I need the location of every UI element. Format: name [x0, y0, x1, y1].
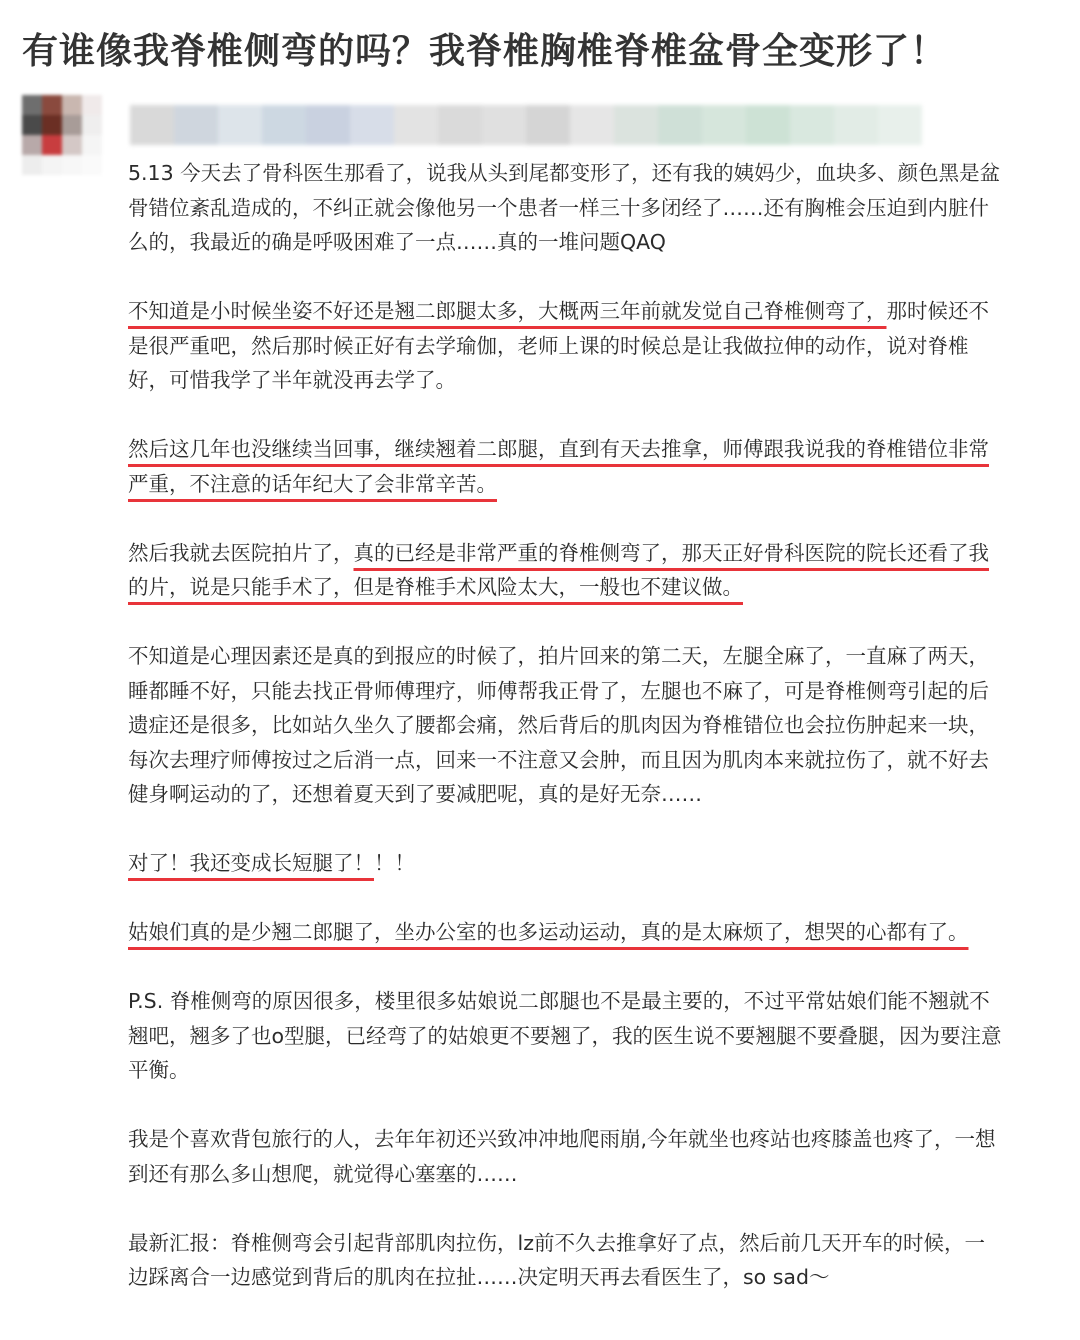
highlighted-text: 真的已经是非常严重的脊椎侧弯了，那天正好骨科医院的院长还看了我 [353, 540, 989, 565]
paragraph-6 [128, 846, 1058, 881]
paragraph-3 [128, 432, 1058, 501]
post-content [128, 156, 1058, 1329]
avatar-pixel [22, 115, 42, 135]
name-blur-block [262, 105, 306, 145]
text-line: 我是个喜欢背包旅行的人，去年年初还兴致冲冲地爬雨崩,今年就坐也疼站也疼膝盖也疼了，一想 [128, 1127, 996, 1151]
text-line: 到还有那么多山想爬，就觉得心塞塞的…… [128, 1161, 518, 1186]
text-segment: 那时候还不 [886, 299, 989, 323]
avatar-pixel [82, 135, 102, 155]
text-line: P.S. 脊椎侧弯的原因很多，楼里很多姑娘说二郎腿也不是最主要的，不过平常姑娘们能不翘就不 [128, 989, 990, 1013]
highlighted-text: 然后这几年也没继续当回事，继续翘着二郎腿，直到有天去推拿，师傅跟我说我的脊椎错位非常 [128, 437, 989, 461]
name-blur-block [438, 105, 482, 145]
avatar-pixel [22, 155, 42, 175]
paragraph-10 [128, 1226, 1058, 1295]
name-blur-block [878, 105, 922, 145]
avatar-pixel [82, 115, 102, 135]
avatar-pixel [82, 95, 102, 115]
text-line: 平衡。 [128, 1058, 190, 1082]
name-blur-block [570, 105, 614, 145]
text-line [128, 294, 1058, 329]
avatar-pixel [42, 95, 62, 115]
text-line [128, 915, 1058, 950]
text-line: 好，可惜我学了半年就没再去学了。 [128, 368, 456, 392]
paragraph-7 [128, 915, 1058, 950]
name-blur-block [130, 105, 174, 145]
text-line: 5.13 今天去了骨科医生那看了，说我从头到尾都变形了，还有我的姨妈少，血块多、颜色黑是盆 [128, 161, 1001, 185]
paragraph-8 [128, 984, 1058, 1088]
name-blur-block [482, 105, 526, 145]
text-line: 不知道是心理因素还是真的到报应的时候了，拍片回来的第二天，左腿全麻了，一直麻了两天， [128, 644, 989, 668]
name-blur-block [526, 105, 570, 145]
text-line: 么的，我最近的确是呼吸困难了一点……真的一堆问题QAQ [128, 230, 666, 254]
paragraph-4 [128, 536, 1058, 605]
post-title: 有谁像我脊椎侧弯的吗？我脊椎胸椎脊椎盆骨全变形了！ [22, 31, 948, 72]
text-line [128, 536, 1058, 571]
highlighted-text: 严重，不注意的话年纪大了会非常辛苦。 [128, 471, 497, 496]
avatar-pixel [62, 95, 82, 115]
name-blur-block [218, 105, 262, 145]
name-blur-block [614, 105, 658, 145]
author-name-blurred[interactable] [130, 105, 922, 145]
text-line: 最新汇报：脊椎侧弯会引起背部肌肉拉伤，lz前不久去推拿好了点，然后前几天开车的时候，一 [128, 1230, 985, 1255]
name-blur-block [702, 105, 746, 145]
text-segment: ！！ [374, 851, 415, 875]
text-line: 边踩离合一边感觉到背后的肌肉在拉扯……决定明天再去看医生了，so sad～ [128, 1265, 830, 1289]
text-line: 遗症还是很多，比如站久坐久了腰都会痛，然后背后的肌肉因为脊椎错位也会拉伤肿起来一块， [128, 713, 989, 737]
name-blur-block [790, 105, 834, 145]
text-segment: 然后我就去医院拍片了， [128, 540, 354, 565]
text-line: 健身啊运动的了，还想着夏天到了要减肥呢，真的是好无奈…… [128, 782, 702, 806]
text-line: 骨错位紊乱造成的，不纠正就会像他另一个患者一样三十多闭经了……还有胸椎会压迫到内脏什 [128, 195, 989, 220]
paragraph-9 [128, 1122, 1058, 1191]
text-line: 睡都睡不好，只能去找正骨师傅理疗，师傅帮我正骨了，左腿也不麻了，可是脊椎侧弯引起的后 [128, 678, 989, 703]
avatar-pixel [62, 135, 82, 155]
name-blur-block [306, 105, 350, 145]
avatar-pixel [62, 155, 82, 175]
avatar-pixel [42, 155, 62, 175]
text-line: 翘吧，翘多了也o型腿，已经弯了的姑娘更不要翘了，我的医生说不要翘腿不要叠腿，因为要注意 [128, 1023, 1002, 1048]
highlighted-text: 对了！我还变成长短腿了！ [128, 851, 374, 875]
avatar-pixel [22, 95, 42, 115]
name-blur-block [350, 105, 394, 145]
avatar-pixel [62, 115, 82, 135]
paragraph-2 [128, 294, 1058, 398]
highlighted-text: 姑娘们真的是少翘二郎腿了，坐办公室的也多运动运动，真的是太麻烦了，想哭的心都有了。 [128, 920, 969, 944]
paragraph-1 [128, 156, 1058, 260]
avatar-pixel [82, 155, 102, 175]
text-line [128, 846, 1058, 881]
highlighted-text: 不知道是小时候坐姿不好还是翘二郎腿太多，大概两三年前就发觉自己脊椎侧弯了， [128, 299, 887, 323]
name-blur-block [834, 105, 878, 145]
highlighted-text: 的片，说是只能手术了，但是脊椎手术风险太大，一般也不建议做。 [128, 575, 743, 599]
text-line [128, 570, 1058, 605]
text-line: 每次去理疗师傅按过之后消一点，回来一不注意又会肿，而且因为肌肉本来就拉伤了，就不好去 [128, 747, 989, 772]
name-blur-block [746, 105, 790, 145]
avatar-pixel [42, 115, 62, 135]
name-blur-block [394, 105, 438, 145]
text-line [128, 467, 1058, 502]
name-blur-block [658, 105, 702, 145]
text-line: 是很严重吧，然后那时候正好有去学瑜伽，老师上课的时候总是让我做拉伸的动作，说对脊椎 [128, 333, 969, 358]
avatar-pixel [42, 135, 62, 155]
avatar[interactable] [22, 95, 102, 175]
avatar-pixel [22, 135, 42, 155]
text-line [128, 432, 1058, 467]
paragraph-5 [128, 639, 1058, 812]
name-blur-block [174, 105, 218, 145]
